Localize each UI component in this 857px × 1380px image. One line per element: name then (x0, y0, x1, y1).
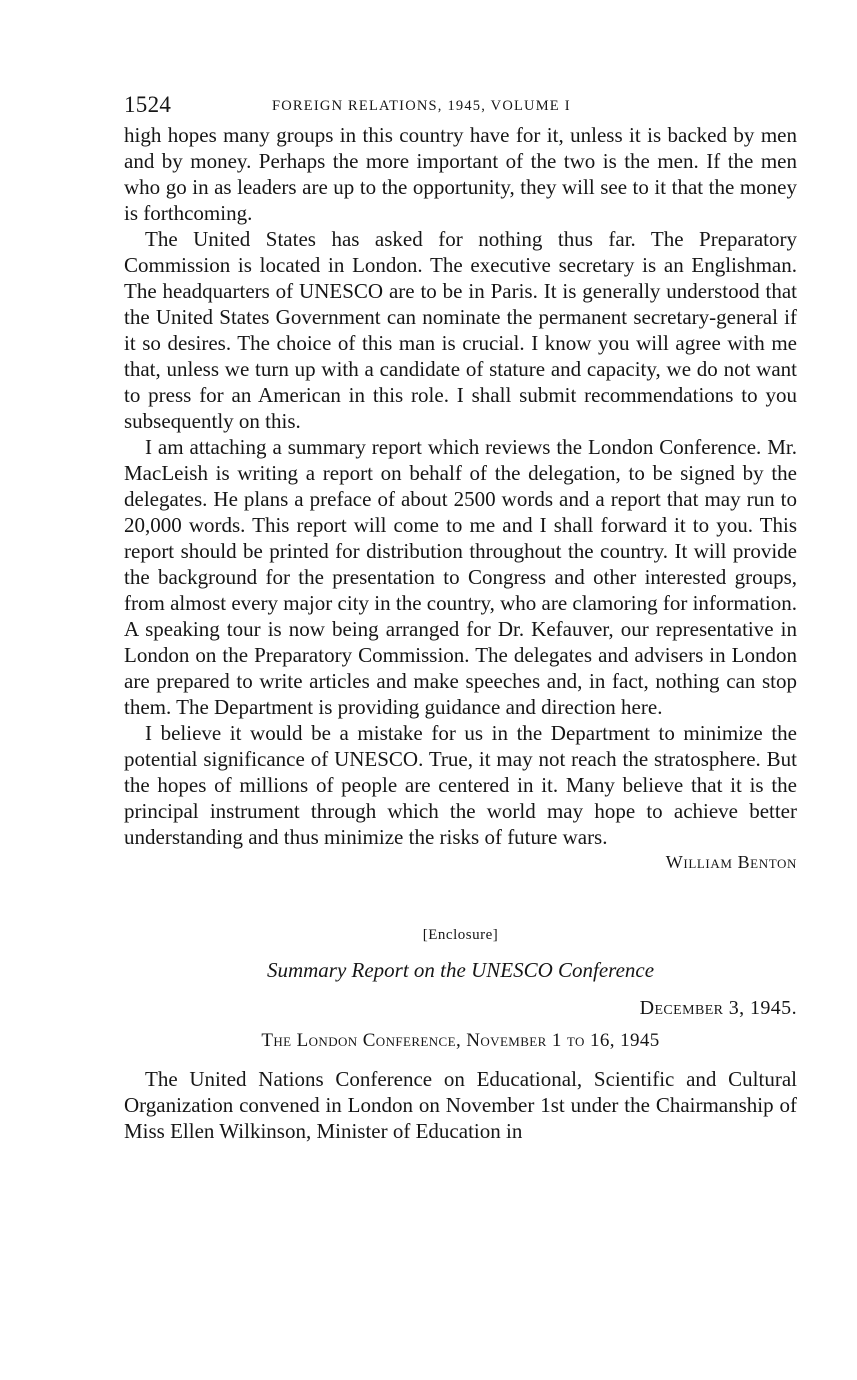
enclosure-label: [Enclosure] (422, 927, 499, 943)
page-content (124, 88, 797, 1144)
section-heading: The London Conference, November 1 to 16, 1945 (261, 1030, 660, 1051)
report-date: December 3, 1945. (639, 997, 797, 1019)
page-header (124, 88, 797, 122)
signature: William Benton (665, 852, 797, 872)
running-head: FOREIGN RELATIONS, 1945, VOLUME I (272, 98, 571, 114)
letter-paragraph: I am attaching a summary report which reviews the London Conference. Mr. MacLeish is writing a report on behalf of the delegation, to be signed by the delegates. He plans a preface of about 2500 words and a report that may run to 20,000 words. This report will come to me and I shall forward it to you. This report should be printed for distribution throughout the country. It will provide the background for the presentation to Congress and other interested groups, from almost every major city in the country, who are clamoring for information. A speaking tour is now being arranged for Dr. Kefauver, our representative in London on the Preparatory Commission. The delegates and advisers in London are prepared to write articles and make speeches and, in fact, nothing can stop them. The Department is providing guidance and direction here. (124, 435, 797, 719)
letter-paragraph: The United States has asked for nothing thus far. The Preparatory Commission is located in London. The executive secretary is an Englishman. The headquarters of UNESCO are to be in Paris. It is generally understood that the United States Government can nominate the permanent secretary-general if it so desires. The choice of this man is crucial. I know you will agree with me that, unless we turn up with a candidate of stature and capacity, we do not want to press for an American in this role. I shall submit recommendations to you subsequently on this. (124, 227, 797, 433)
report-title: Summary Report on the UNESCO Conference (266, 958, 655, 982)
enclosure-paragraph: The United Nations Conference on Educational, Scientific and Cultural Organization convened in London on November 1st under the Chairmanship of Miss Ellen Wilkinson, Minister of Education in (124, 1067, 797, 1143)
page-number: 1524 (124, 92, 172, 117)
letter-paragraph: I believe it would be a mistake for us in the Department to minimize the potential significance of UNESCO. True, it may not reach the stratosphere. But the hopes of millions of people are centered in it. Many believe that it is the principal instrument through which the world may hope to achieve better understanding and thus minimize the risks of future wars. (124, 721, 797, 849)
letter-paragraph-continued: high hopes many groups in this country have for it, unless it is backed by men and by money. Perhaps the more important of the two is the men. If the men who go in as leaders are up to the opportunity, they will see to it that the money is forthcoming. (124, 123, 797, 225)
